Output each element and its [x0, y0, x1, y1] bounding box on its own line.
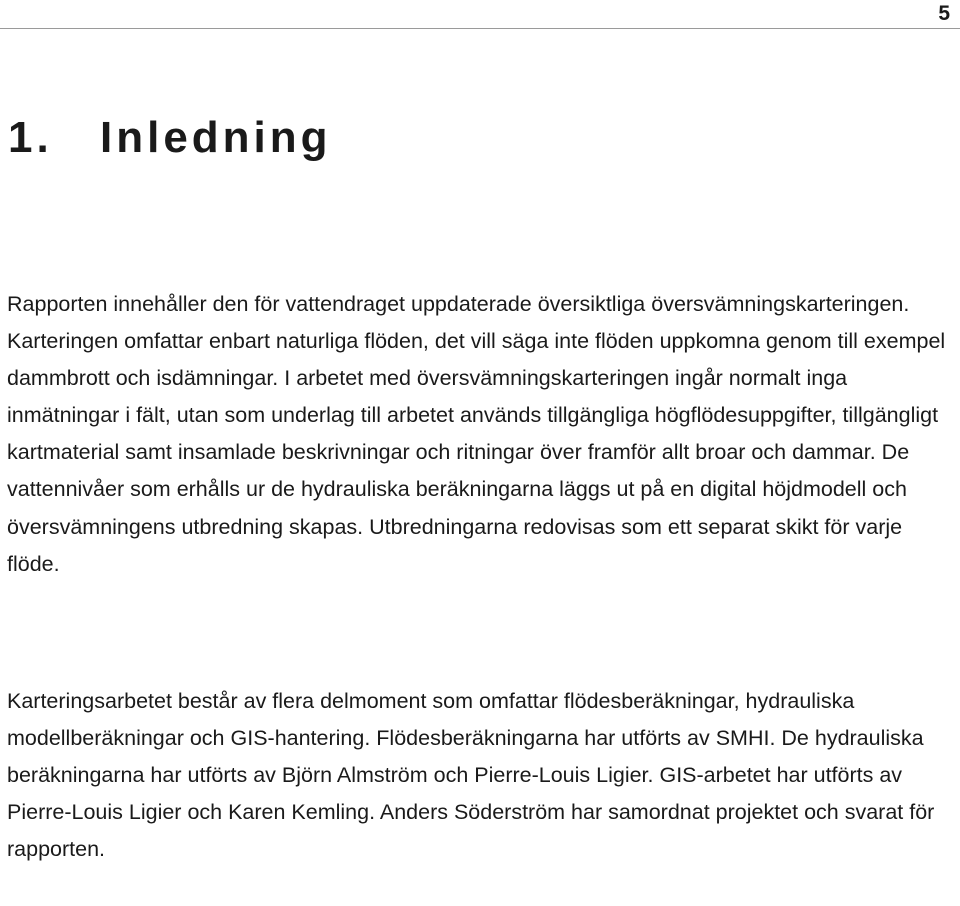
- body-paragraph-1: Rapporten innehåller den för vattendraget uppdaterade översiktliga översvämningskarteringen. Karteringen omfattar enbart naturliga flöden, det vill säga inte flöden uppkomna genom till exempel dammbrott och isdämningar. I arbetet med översvämningskarteringen ingår normalt inga inmätningar i fält, utan som underlag till arbetet används tillgängliga högflödesuppgifter, tillgängligt kartmaterial samt insamlade beskrivningar och ritningar över framför allt broar och dammar. De vattennivåer som erhålls ur de hydrauliska beräkningarna läggs ut på en digital höjdmodell och översvämningens utbredning skapas. Utbredningarna redovisas som ett separat skikt för varje flöde.: [7, 292, 946, 576]
- header-rule: [0, 28, 960, 29]
- body-paragraph-2: Karteringsarbetet består av flera delmoment som omfattar flödesberäkningar, hydrauliska modellberäkningar och GIS-hantering. Flödesberäkningarna har utförts av SMHI. De hydrauliska beräkningarna har utförts av Björn Almström och Pierre-Louis Ligier. GIS-arbetet har utförts av Pierre-Louis Ligier och Karen Kemling. Anders Söderström har samordnat projektet och svarat för rapporten.: [7, 689, 935, 862]
- chapter-heading: [8, 110, 332, 166]
- chapter-number: 1.: [8, 113, 53, 162]
- page-number: 5: [938, 2, 950, 25]
- chapter-title: Inledning: [100, 113, 332, 162]
